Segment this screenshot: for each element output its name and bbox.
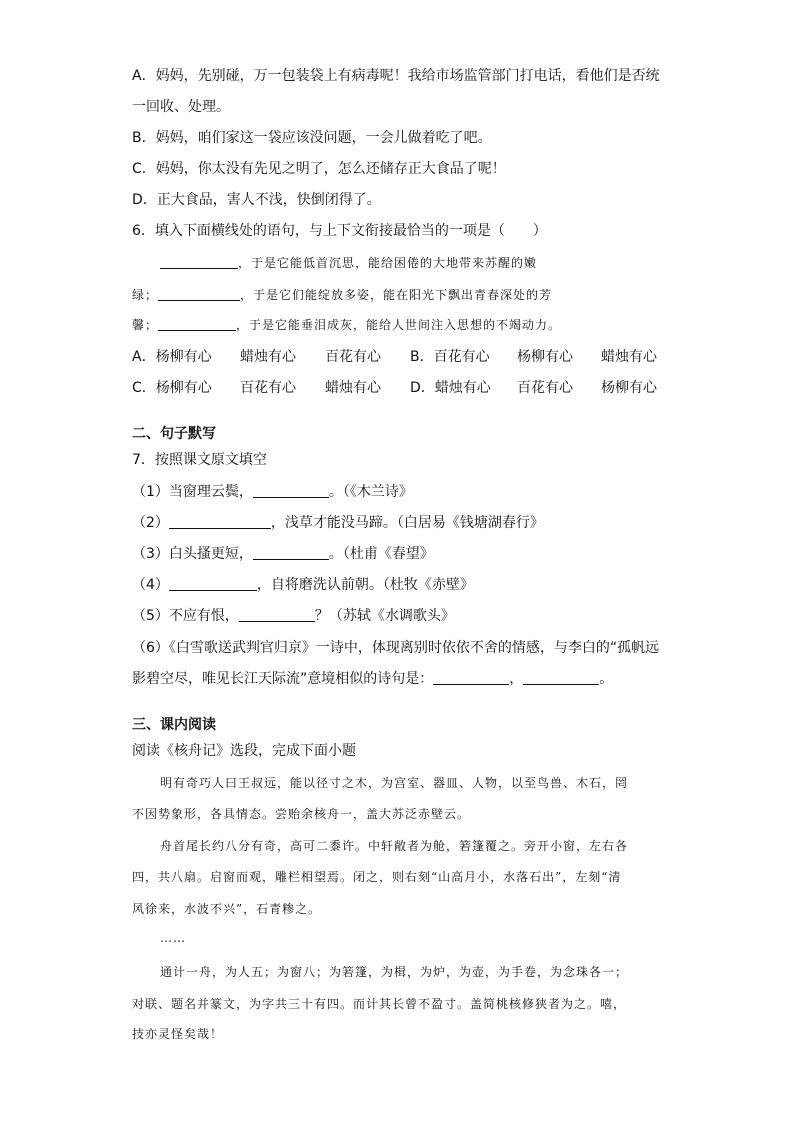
q7-item6-blank-2[interactable] — [523, 670, 599, 685]
q6-option-d: D．蜡烛有心 — [410, 380, 491, 396]
q7-item6-comma: ， — [509, 671, 524, 687]
q7-stem: 7．按照课文原文填空 — [132, 452, 267, 468]
q6-option-b-3: 蜡烛有心 — [601, 349, 657, 365]
passage-p3-line1: 通计一舟，为人五；为窗八；为箬篷，为楫，为炉，为壶，为手卷，为念珠各一； — [160, 965, 629, 979]
q6-option-c-3: 蜡烛有心 — [325, 380, 381, 396]
q6-passage-line3-text: ，于是它能垂泪成灰，能给人世间注入思想的不竭动力。 — [236, 318, 562, 332]
q6-passage-line1-text: ，于是它能低首沉思，能给困倦的大地带来苏醒的嫩 — [238, 256, 538, 270]
q7-item6-line2 — [132, 669, 613, 689]
q6-blank-1[interactable] — [160, 254, 238, 269]
q6-passage-line2 — [132, 285, 552, 305]
q7-item5-blank[interactable] — [239, 607, 315, 622]
q7-item3-blank[interactable] — [253, 545, 329, 560]
q6-option-d-3: 杨柳有心 — [601, 380, 657, 396]
section2-title: 二、句子默写 — [132, 426, 216, 442]
q6-option-a: A．杨柳有心 — [132, 349, 212, 365]
q7-item6-line1: （6）《白雪歌送武判官归京》一诗中，体现离别时依依不舍的情感，与李白的“孤帆远 — [132, 640, 660, 656]
q6-passage-line3-head: 馨； — [132, 318, 159, 332]
q7-item1-blank[interactable] — [253, 483, 329, 498]
q5-option-a-line1: A．妈妈，先别碰，万一包装袋上有病毒呢！我给市场监管部门打电话，看他们是否统 — [132, 68, 660, 84]
q6-option-a-3: 百花有心 — [325, 349, 381, 365]
q6-option-c: C．杨柳有心 — [132, 380, 212, 396]
q6-passage-line2-text: ，于是它们能绽放多姿，能在阳光下飘出青春深处的芳 — [240, 288, 553, 302]
q7-item3-text: （3）白头搔更短， — [132, 546, 253, 562]
q7-item4-source: ，自将磨洗认前朝。（杜牧《赤壁》 — [256, 577, 474, 593]
q6-blank-2[interactable] — [158, 286, 240, 301]
q7-item5-text: （5）不应有恨， — [132, 608, 239, 624]
passage-p1-line2: 不因势象形，各具情态。尝贻余核舟一，盖大苏泛赤壁云。 — [132, 807, 471, 821]
passage-p1-line1: 明有奇巧人曰王叔远，能以径寸之木，为宫室、器皿、人物，以至鸟兽、木石，罔 — [160, 776, 629, 790]
q7-item5-source: ？（苏轼《水调歌头》 — [314, 608, 455, 624]
q7-item4-text: （4） — [132, 577, 169, 593]
q5-option-c: C．妈妈，你太没有先见之明了，怎么还储存正大食品了呢！ — [132, 161, 506, 177]
passage-p3-line3: 技亦灵怪矣哉！ — [132, 1027, 224, 1041]
q6-option-b: B．百花有心 — [410, 349, 490, 365]
passage-ellipsis: …… — [160, 931, 186, 945]
q5-option-a-line2: 一回收、处理。 — [132, 99, 230, 115]
section3-intro: 阅读《核舟记》选段，完成下面小题 — [132, 743, 356, 759]
section3-title: 三、课内阅读 — [132, 717, 216, 733]
q6-option-a-2: 蜡烛有心 — [240, 349, 296, 365]
q7-item1-source: 。（《木兰诗》 — [328, 484, 413, 500]
q6-option-b-2: 杨柳有心 — [517, 349, 573, 365]
passage-p2-line3: 风徐来，水波不兴”，石青糁之。 — [132, 902, 322, 916]
q7-item2-source: ，浅草才能没马蹄。（白居易《钱塘湖春行》 — [270, 515, 544, 531]
q5-option-b: B．妈妈，咱们家这一袋应该没问题，一会儿做着吃了吧。 — [132, 130, 492, 146]
q6-blank-3[interactable] — [158, 316, 236, 331]
q7-item3-source: 。（杜甫《春望》 — [328, 546, 434, 562]
q7-item2-blank[interactable] — [169, 514, 271, 529]
q6-option-c-2: 百花有心 — [240, 380, 296, 396]
q5-option-d: D．正大食品，害人不浅，快倒闭得了。 — [132, 192, 381, 208]
q7-item4 — [132, 575, 474, 595]
q7-item3 — [132, 544, 434, 564]
q7-item1 — [132, 482, 413, 502]
q7-item4-blank[interactable] — [169, 576, 257, 591]
passage-p2-line1: 舟首尾长约八分有奇，高可二黍许。中轩敞者为舱，箬篷覆之。旁开小窗，左右各 — [160, 839, 629, 853]
q7-item6-text: 影碧空尽，唯见长江天际流”意境相似的诗句是： — [132, 671, 434, 687]
q6-passage-line3 — [132, 315, 561, 335]
q7-item1-text: （1）当窗理云鬓， — [132, 484, 253, 500]
q7-item6-period: 。 — [599, 671, 614, 687]
q7-item2-text: （2） — [132, 515, 169, 531]
q7-item2 — [132, 513, 544, 533]
q7-item6-blank-1[interactable] — [433, 670, 509, 685]
q7-item5 — [132, 606, 455, 626]
q6-option-d-2: 百花有心 — [517, 380, 573, 396]
q6-passage-line2-head: 绿； — [132, 288, 159, 302]
q6-stem: 6．填入下面横线处的语句，与上下文衔接最恰当的一项是（ ） — [132, 223, 547, 239]
q6-passage-line1 — [160, 253, 537, 273]
passage-p2-line2: 四，共八扇。启窗而观，雕栏相望焉。闭之，则右刻“山高月小，水落石出”，左刻“清 — [132, 870, 622, 884]
passage-p3-line2: 对联、题名并篆文，为字共三十有四。而计其长曾不盈寸。盖简桃核修狭者为之。嘻， — [132, 997, 627, 1011]
